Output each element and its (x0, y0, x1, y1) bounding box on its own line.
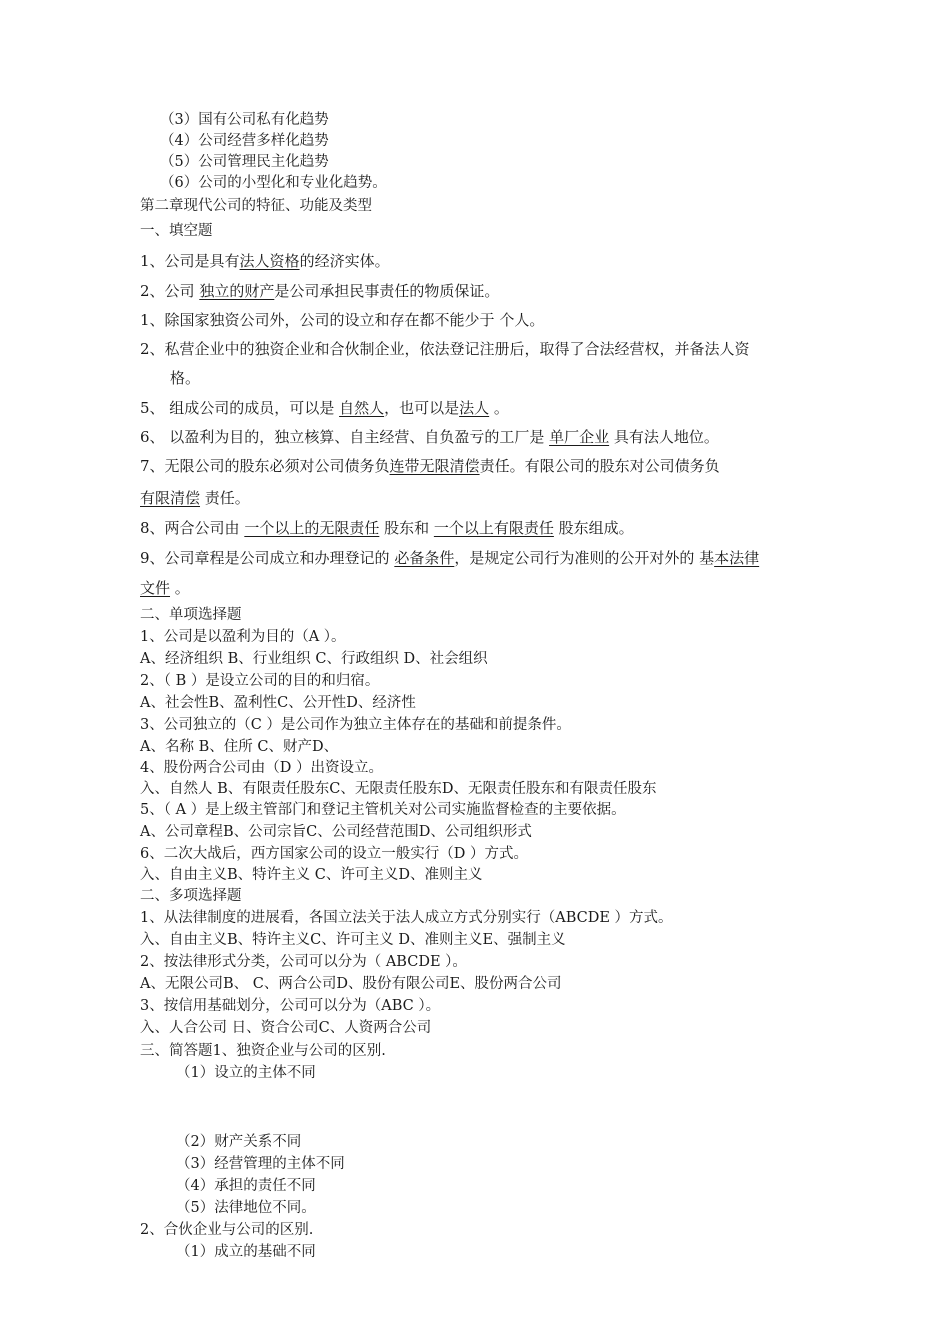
answer-blank: 本法律 (714, 549, 760, 567)
answer-blank: 法人 (459, 399, 490, 417)
short-q1-item: （1）设立的主体不同 (176, 1065, 316, 1081)
fill-q7-line2: 有限清偿 责任。 (140, 489, 250, 507)
single-heading: 二、单项选择题 (140, 607, 242, 623)
multi-line: 1、从法律制度的进展看，各国立法关于法人成立方式分别实行（ABCDE ）方式。 (140, 910, 673, 926)
trend-item-3: （3）国有公司私有化趋势 (160, 112, 329, 128)
short-heading: 三、简答题1、独资企业与公司的区别. (140, 1043, 386, 1059)
answer-blank: 单厂企业 (549, 428, 610, 446)
short-q1-item: （2）财产关系不同 (176, 1134, 302, 1150)
multi-line: 2、按法律形式分类，公司可以分为（ ABCDE ）。 (140, 954, 467, 970)
fill-q9-line1: 9、公司章程是公司成立和办理登记的 必备条件，是规定公司行为准则的公开对外的 基本法律 (140, 549, 760, 567)
single-line: A、社会性B、盈利性C、公开性D、经济性 (140, 695, 416, 711)
trend-item-5: （5）公司管理民主化趋势 (160, 154, 329, 170)
single-line: 2、（ B ）是设立公司的目的和归宿。 (140, 673, 380, 689)
answer-blank: 文件 (140, 579, 171, 597)
fill-q7-line1: 7、无限公司的股东必须对公司债务负连带无限清偿责任。有限公司的股东对公司债务负 (140, 457, 720, 475)
single-line: 1、公司是以盈利为目的（A ）。 (140, 629, 346, 645)
fill-q9-line2: 文件 。 (140, 579, 190, 597)
fill-q6: 6、 以盈利为目的，独立核算、自主经营、自负盈亏的工厂是 单厂企业 具有法人地位。 (140, 428, 719, 446)
short-q2-item: （1）成立的基础不同 (176, 1244, 316, 1260)
fill-q3: 1、除国家独资公司外，公司的设立和存在都不能少于 个人。 (140, 311, 545, 329)
single-line: A、名称 B、住所 C、财产D、 (140, 739, 339, 755)
fill-q8: 8、两合公司由 一个以上的无限责任 股东和 一个以上有限责任 股东组成。 (140, 519, 634, 537)
multi-line: A、无限公司B、 C、两合公司D、股份有限公司E、股份两合公司 (140, 976, 562, 992)
answer-blank: 连带无限清偿 (389, 457, 480, 475)
multi-line: 3、按信用基础划分，公司可以分为（ABC ）。 (140, 998, 441, 1014)
short-q1-item: （3）经营管理的主体不同 (176, 1156, 345, 1172)
single-line: 4、股份两合公司由（D ）出资设立。 (140, 760, 383, 776)
single-line: A、公司章程B、公司宗旨C、公司经营范围D、公司组织形式 (140, 824, 532, 840)
short-q1-item: （4）承担的责任不同 (176, 1178, 316, 1194)
multi-line: 入、自由主义B、特许主义C、许可主义 D、准则主义E、强制主义 (140, 932, 566, 948)
fill-heading: 一、填空题 (140, 223, 213, 239)
single-line: 3、公司独立的（C ）是公司作为独立主体存在的基础和前提条件。 (140, 717, 571, 733)
trend-item-6: （6）公司的小型化和专业化趋势。 (160, 175, 387, 191)
fill-q2: 2、公司 独立的财产是公司承担民事责任的物质保证。 (140, 282, 500, 300)
answer-blank: 法人资格 (239, 252, 300, 270)
short-q1-item: （5）法律地位不同。 (176, 1200, 316, 1216)
answer-blank: 自然人 (339, 399, 385, 417)
trend-item-4: （4）公司经营多样化趋势 (160, 133, 329, 149)
single-line: A、经济组织 B、行业组织 C、行政组织 D、社会组织 (140, 651, 488, 667)
answer-blank: 一个以上的无限责任 (244, 519, 380, 537)
multi-line: 入、人合公司 日、资合公司C、人资两合公司 (140, 1020, 432, 1036)
single-line: 入、自由主义B、特许主义 C、许可主义D、准则主义 (140, 867, 483, 883)
answer-blank: 有限清偿 (140, 489, 201, 507)
short-q2: 2、合伙企业与公司的区别. (140, 1222, 314, 1238)
answer-blank: 必备条件 (394, 549, 455, 567)
fill-q4-line2: 格。 (170, 369, 201, 387)
chapter-title: 第二章现代公司的特征、功能及类型 (140, 198, 372, 214)
single-line: 入、自然人 B、有限责任股东C、无限责任股东D、无限责任股东和有限责任股东 (140, 781, 657, 797)
single-line: 5、（ A ）是上级主管部门和登记主管机关对公司实施监督检查的主要依据。 (140, 802, 626, 818)
answer-blank: 独立的财产 (199, 282, 275, 300)
fill-q1: 1、公司是具有法人资格的经济实体。 (140, 252, 390, 270)
answer-blank: 一个以上有限责任 (433, 519, 554, 537)
single-line: 6、二次大战后，西方国家公司的设立一般实行（D ）方式。 (140, 846, 528, 862)
fill-q5: 5、 组成公司的成员，可以是 自然人，也可以是法人 。 (140, 399, 509, 417)
fill-q4-line1: 2、私营企业中的独资企业和合伙制企业，依法登记注册后，取得了合法经营权，并备法人资 (140, 340, 750, 358)
multi-heading: 二、多项选择题 (140, 888, 242, 904)
